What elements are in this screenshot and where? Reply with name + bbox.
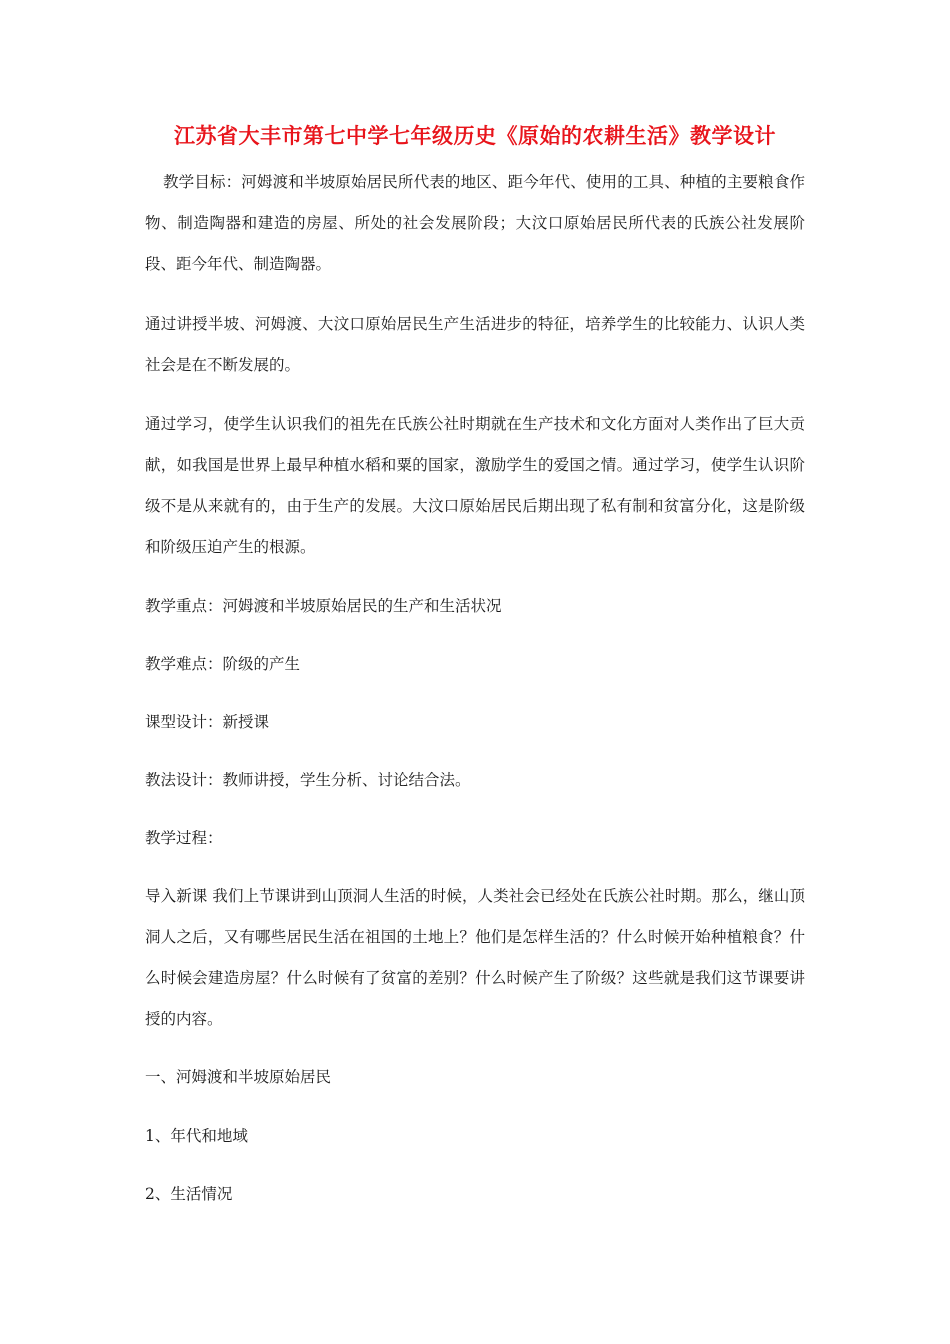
paragraph-process-heading: 教学过程：	[145, 829, 223, 847]
paragraph-introduction: 导入新课 我们上节课讲到山顶洞人生活的时候，人类社会已经处在氏族公社时期。那么，继山顶洞人之后，又有哪些居民生活在祖国的土地上？他们是怎样生活的？什么时候开始种植粮食？什么时候会建造房屋？什么时候有了贫富的差别？什么时候产生了阶级？这些就是我们这节课要讲授的内容。	[145, 887, 805, 1028]
paragraph-key-point: 教学重点：河姆渡和半坡原始居民的生产和生活状况	[145, 597, 502, 615]
paragraph-emotion-goals: 通过学习，使学生认识我们的祖先在氏族公社时期就在生产技术和文化方面对人类作出了巨大贡献，如我国是世界上最早种植水稻和粟的国家，激励学生的爱国之情。通过学习，使学生认识阶级不是从来就有的，由于生产的发展。大汶口原始居民后期出现了私有制和贫富分化，这是阶级和阶级压迫产生的根源。	[145, 415, 805, 556]
paragraph-ability-goals: 通过讲授半坡、河姆渡、大汶口原始居民生产生活进步的特征，培养学生的比较能力、认识人类社会是在不断发展的。	[145, 315, 805, 374]
paragraph-teaching-goals: 教学目标：河姆渡和半坡原始居民所代表的地区、距今年代、使用的工具、种植的主要粮食作物、制造陶器和建造的房屋、所处的社会发展阶段；大汶口原始居民所代表的氏族公社发展阶段、距今年代、制造陶器。	[145, 173, 805, 273]
section-heading-1: 一、河姆渡和半坡原始居民	[145, 1068, 332, 1086]
paragraph-difficulty: 教学难点：阶级的产生	[145, 655, 301, 673]
subsection-2: 2、生活情况	[145, 1185, 233, 1203]
document-title: 江苏省大丰市第七中学七年级历史《原始的农耕生活》教学设计	[174, 124, 776, 148]
paragraph-method: 教法设计：教师讲授，学生分析、讨论结合法。	[145, 771, 471, 789]
paragraph-lesson-type: 课型设计：新授课	[145, 713, 270, 731]
subsection-1: 1、年代和地域	[145, 1127, 248, 1145]
